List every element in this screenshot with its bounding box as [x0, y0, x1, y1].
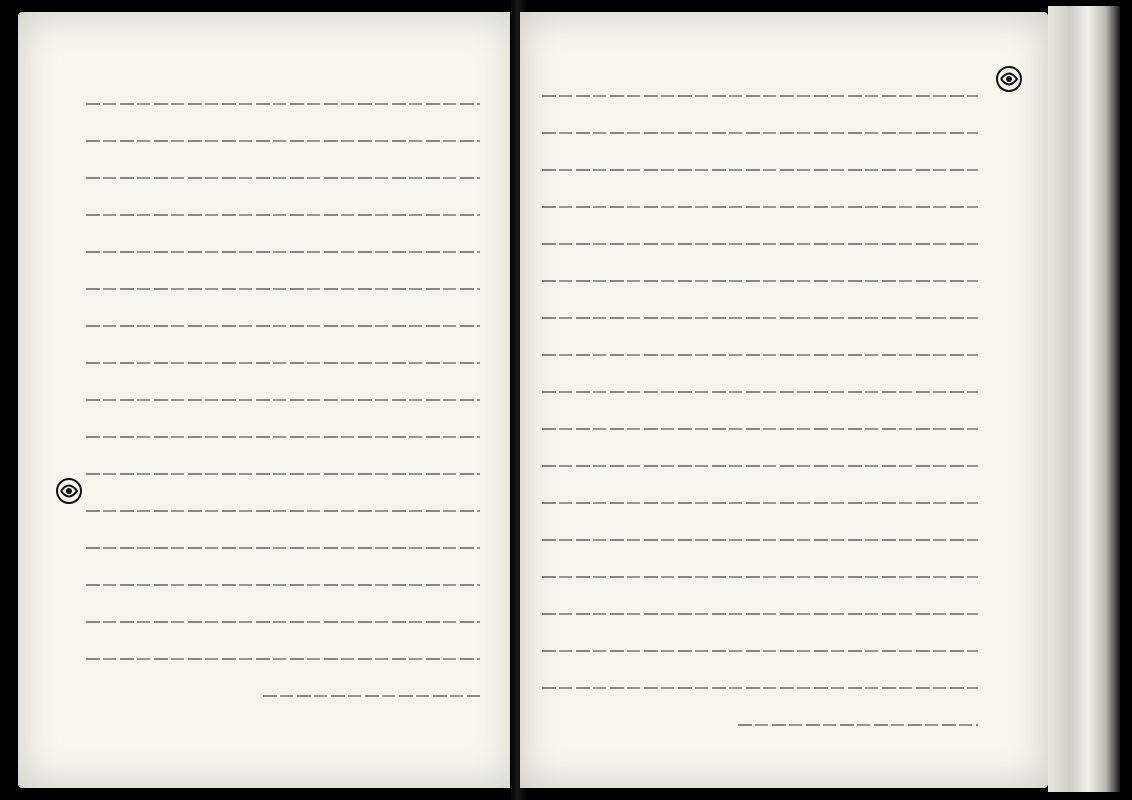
- text-line: [542, 78, 978, 115]
- text-line: [542, 596, 978, 633]
- text-line: [86, 308, 480, 345]
- text-line: [542, 189, 978, 226]
- text-line: [542, 522, 978, 559]
- text-line: [86, 345, 480, 382]
- text-line: [86, 234, 480, 271]
- text-line: [86, 160, 480, 197]
- text-line: [542, 485, 978, 522]
- right-page: [520, 12, 1048, 788]
- text-line: [86, 456, 480, 493]
- left-page: [18, 12, 516, 788]
- text-line: [542, 707, 978, 744]
- text-line: [542, 559, 978, 596]
- text-line: [86, 382, 480, 419]
- text-line: [86, 123, 480, 160]
- text-line: [86, 493, 480, 530]
- text-line: [86, 419, 480, 456]
- left-page-text: [86, 86, 480, 715]
- text-line: [86, 678, 480, 715]
- text-line: [542, 411, 978, 448]
- text-line: [542, 115, 978, 152]
- text-line: [542, 337, 978, 374]
- text-line: [542, 226, 978, 263]
- text-line: [542, 152, 978, 189]
- text-line: [542, 374, 978, 411]
- text-line: [86, 604, 480, 641]
- text-line: [86, 86, 480, 123]
- text-line: [542, 670, 978, 707]
- ornament-icon: [52, 474, 86, 508]
- ornament-icon: [992, 62, 1026, 96]
- text-line: [86, 641, 480, 678]
- page-edge: [1048, 6, 1120, 792]
- text-line: [86, 567, 480, 604]
- text-line: [542, 263, 978, 300]
- text-line: [86, 530, 480, 567]
- text-line: [542, 633, 978, 670]
- right-page-text: [542, 78, 978, 744]
- text-line: [86, 197, 480, 234]
- text-line: [86, 271, 480, 308]
- text-line: [542, 448, 978, 485]
- text-line: [542, 300, 978, 337]
